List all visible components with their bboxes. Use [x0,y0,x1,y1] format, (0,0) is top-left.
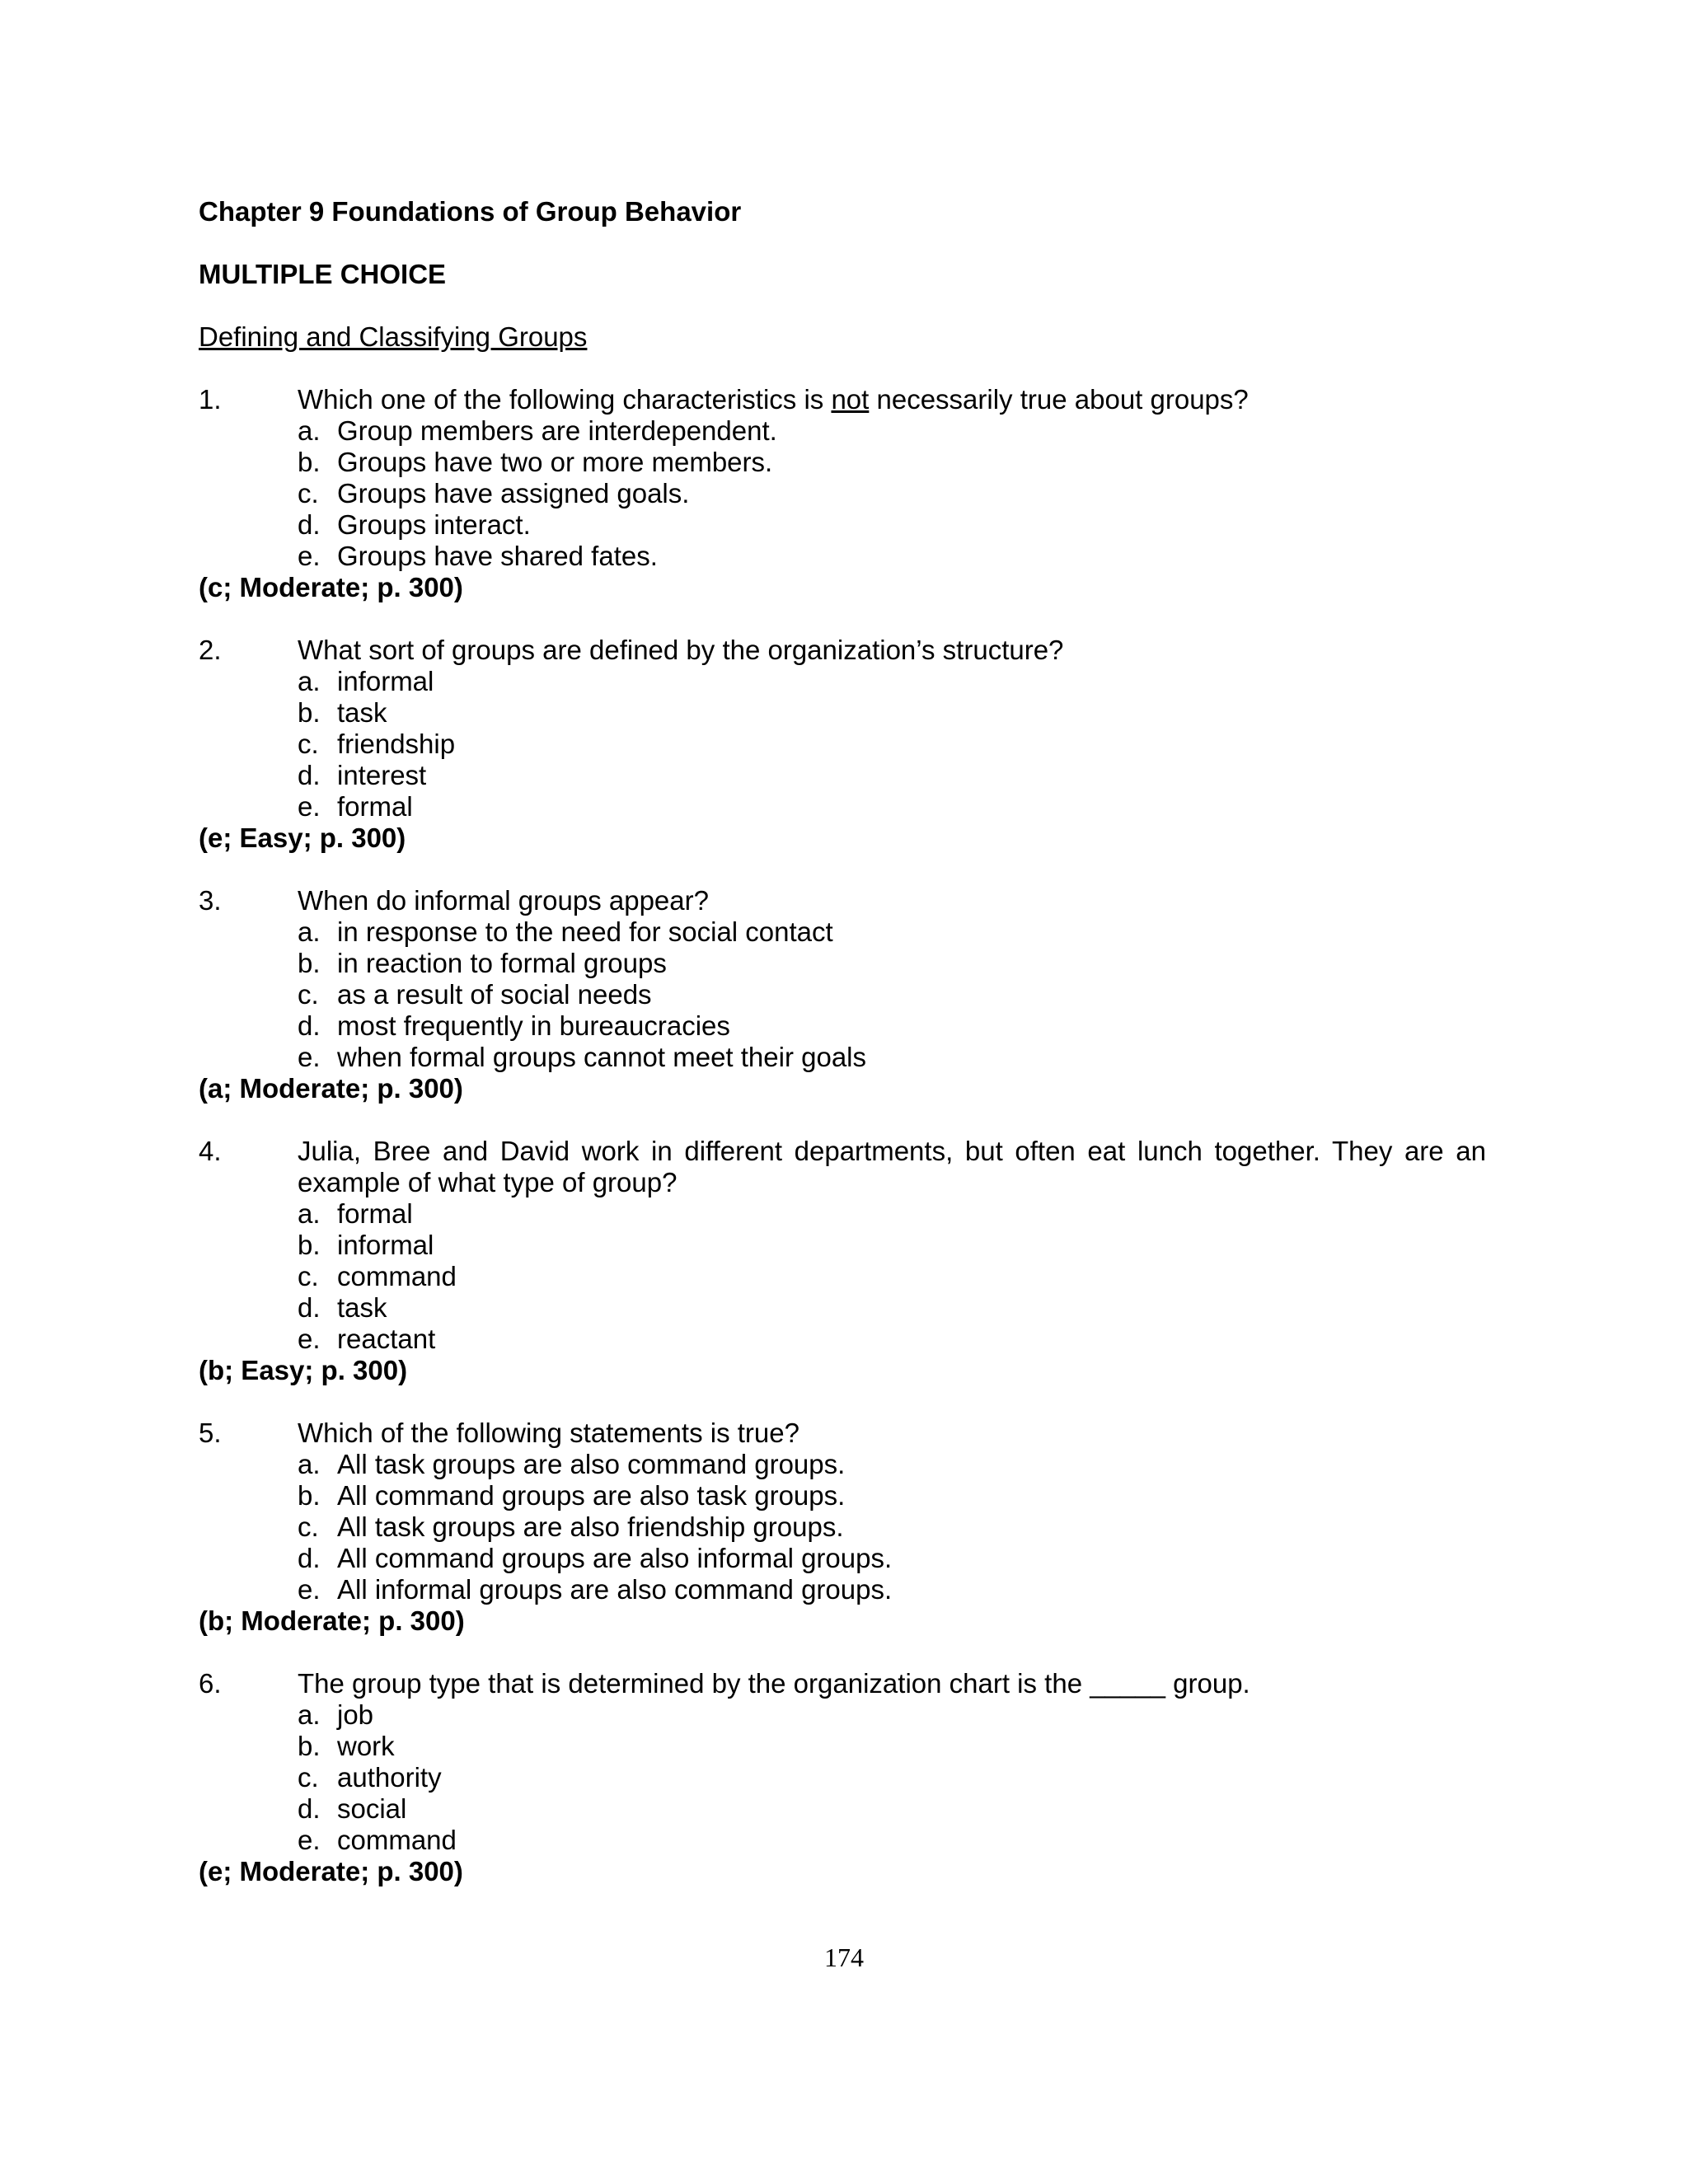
answer-option [298,916,1486,948]
answer-option [298,1543,1486,1574]
option-text: Groups have assigned goals. [337,478,690,509]
answer-key: (e; Easy; p. 300) [199,823,406,853]
option-letter: e. [298,1574,321,1605]
question-stem [199,384,1486,415]
option-text: Groups have shared fates. [337,541,658,571]
option-letter: e. [298,791,321,822]
option-text: All command groups are also informal groups. [337,1543,893,1573]
question-number: 2. [199,635,222,665]
question-text [298,384,1486,415]
option-letter: c. [298,1511,319,1542]
answer-option [298,1762,1486,1793]
question-text-part: Julia, Bree and David work in different departments, but often eat lunch together. They are an example of what type of group? [298,1136,1486,1197]
answer-option [298,791,1486,823]
answer-options [199,916,1486,1073]
answer-option [298,509,1486,541]
question-number: 1. [199,384,222,415]
option-text: All task groups are also friendship groups. [337,1511,844,1542]
answer-option [298,979,1486,1010]
question-item [199,1418,1486,1637]
option-letter: d. [298,760,321,790]
question-text [298,885,1486,916]
question-stem [199,1668,1486,1699]
answer-options [199,415,1486,572]
question-list [199,384,1486,1887]
answer-option [298,1042,1486,1073]
question-stem [199,1418,1486,1449]
option-letter: d. [298,1010,321,1041]
question-emphasis: not [831,384,870,415]
answer-options [199,1699,1486,1856]
option-letter: e. [298,541,321,571]
option-letter: a. [298,1699,321,1730]
option-text: authority [337,1762,442,1793]
answer-option [298,760,1486,791]
answer-option [298,1230,1486,1261]
question-text-part: Which one of the following characteristics is [298,384,832,415]
section-title: MULTIPLE CHOICE [199,259,447,289]
answer-key: (e; Moderate; p. 300) [199,1856,463,1886]
option-text: task [337,697,387,728]
option-text: All task groups are also command groups. [337,1449,846,1479]
question-text-part: What sort of groups are defined by the organization’s structure? [298,635,1064,665]
question-text-part: necessarily true about groups? [869,384,1249,415]
option-text: Groups interact. [337,509,531,540]
option-text: informal [337,1230,434,1260]
answer-option [298,1324,1486,1355]
option-letter: c. [298,1261,319,1291]
option-letter: d. [298,1292,321,1323]
answer-options [199,1449,1486,1605]
option-text: when formal groups cannot meet their goals [337,1042,867,1072]
page-number: 174 [824,1943,864,1972]
question-stem [199,885,1486,916]
question-text [298,1668,1486,1699]
option-letter: e. [298,1324,321,1354]
option-text: All informal groups are also command groups. [337,1574,893,1605]
option-text: job [337,1699,374,1730]
option-text: command [337,1825,457,1855]
question-item [199,384,1486,603]
answer-option [298,1449,1486,1480]
option-letter: b. [298,1731,321,1761]
option-text: reactant [337,1324,436,1354]
question-item [199,1668,1486,1887]
answer-option [298,948,1486,979]
option-letter: a. [298,1449,321,1479]
answer-option [298,1511,1486,1543]
option-text: interest [337,760,427,790]
answer-option [298,729,1486,760]
option-letter: b. [298,1230,321,1260]
answer-option [298,1793,1486,1825]
answer-option [298,415,1486,447]
option-text: in response to the need for social contact [337,916,833,947]
option-letter: d. [298,509,321,540]
question-stem [199,635,1486,666]
document-page [199,196,1486,1919]
option-letter: c. [298,979,319,1010]
option-text: work [337,1731,395,1761]
option-text: Groups have two or more members. [337,447,773,477]
answer-key: (c; Moderate; p. 300) [199,572,463,602]
question-number: 6. [199,1668,222,1699]
question-item [199,635,1486,854]
option-letter: b. [298,1480,321,1511]
chapter-title: Chapter 9 Foundations of Group Behavior [199,196,742,227]
option-letter: b. [298,948,321,978]
question-item [199,1136,1486,1386]
option-text: task [337,1292,387,1323]
option-text: formal [337,791,413,822]
option-text: formal [337,1198,413,1229]
option-letter: e. [298,1042,321,1072]
answer-option [298,478,1486,509]
option-letter: c. [298,1762,319,1793]
question-text-part: Which of the following statements is true? [298,1418,799,1448]
answer-options [199,666,1486,823]
question-text [298,635,1486,666]
option-letter: a. [298,666,321,696]
answer-option [298,1480,1486,1511]
option-text: most frequently in bureaucracies [337,1010,730,1041]
answer-option [298,1825,1486,1856]
answer-option [298,1010,1486,1042]
option-text: command [337,1261,457,1291]
option-letter: c. [298,729,319,759]
option-letter: b. [298,447,321,477]
option-letter: a. [298,916,321,947]
option-letter: d. [298,1793,321,1824]
option-text: informal [337,666,434,696]
answer-key: (b; Easy; p. 300) [199,1355,408,1385]
option-text: social [337,1793,407,1824]
answer-key: (b; Moderate; p. 300) [199,1605,465,1636]
question-text-part: The group type that is determined by the organization chart is the _____ group. [298,1668,1250,1699]
answer-option [298,541,1486,572]
answer-option [298,1198,1486,1230]
answer-option [298,1261,1486,1292]
answer-options [199,1198,1486,1355]
option-text: All command groups are also task groups. [337,1480,846,1511]
option-letter: a. [298,415,321,446]
subsection-title: Defining and Classifying Groups [199,321,588,352]
option-text: friendship [337,729,456,759]
answer-option [298,447,1486,478]
question-number: 5. [199,1418,222,1448]
answer-option [298,1574,1486,1605]
answer-option [298,1731,1486,1762]
answer-option [298,697,1486,729]
option-text: as a result of social needs [337,979,652,1010]
option-text: in reaction to formal groups [337,948,667,978]
question-number: 4. [199,1136,222,1166]
question-item [199,885,1486,1104]
option-letter: b. [298,697,321,728]
option-letter: a. [298,1198,321,1229]
option-text: Group members are interdependent. [337,415,777,446]
answer-key: (a; Moderate; p. 300) [199,1073,463,1104]
option-letter: e. [298,1825,321,1855]
answer-option [298,1292,1486,1324]
answer-option [298,666,1486,697]
question-text [298,1418,1486,1449]
question-text-part: When do informal groups appear? [298,885,709,916]
question-number: 3. [199,885,222,916]
question-stem [199,1136,1486,1198]
answer-option [298,1699,1486,1731]
option-letter: c. [298,478,319,509]
question-text [298,1136,1486,1198]
option-letter: d. [298,1543,321,1573]
